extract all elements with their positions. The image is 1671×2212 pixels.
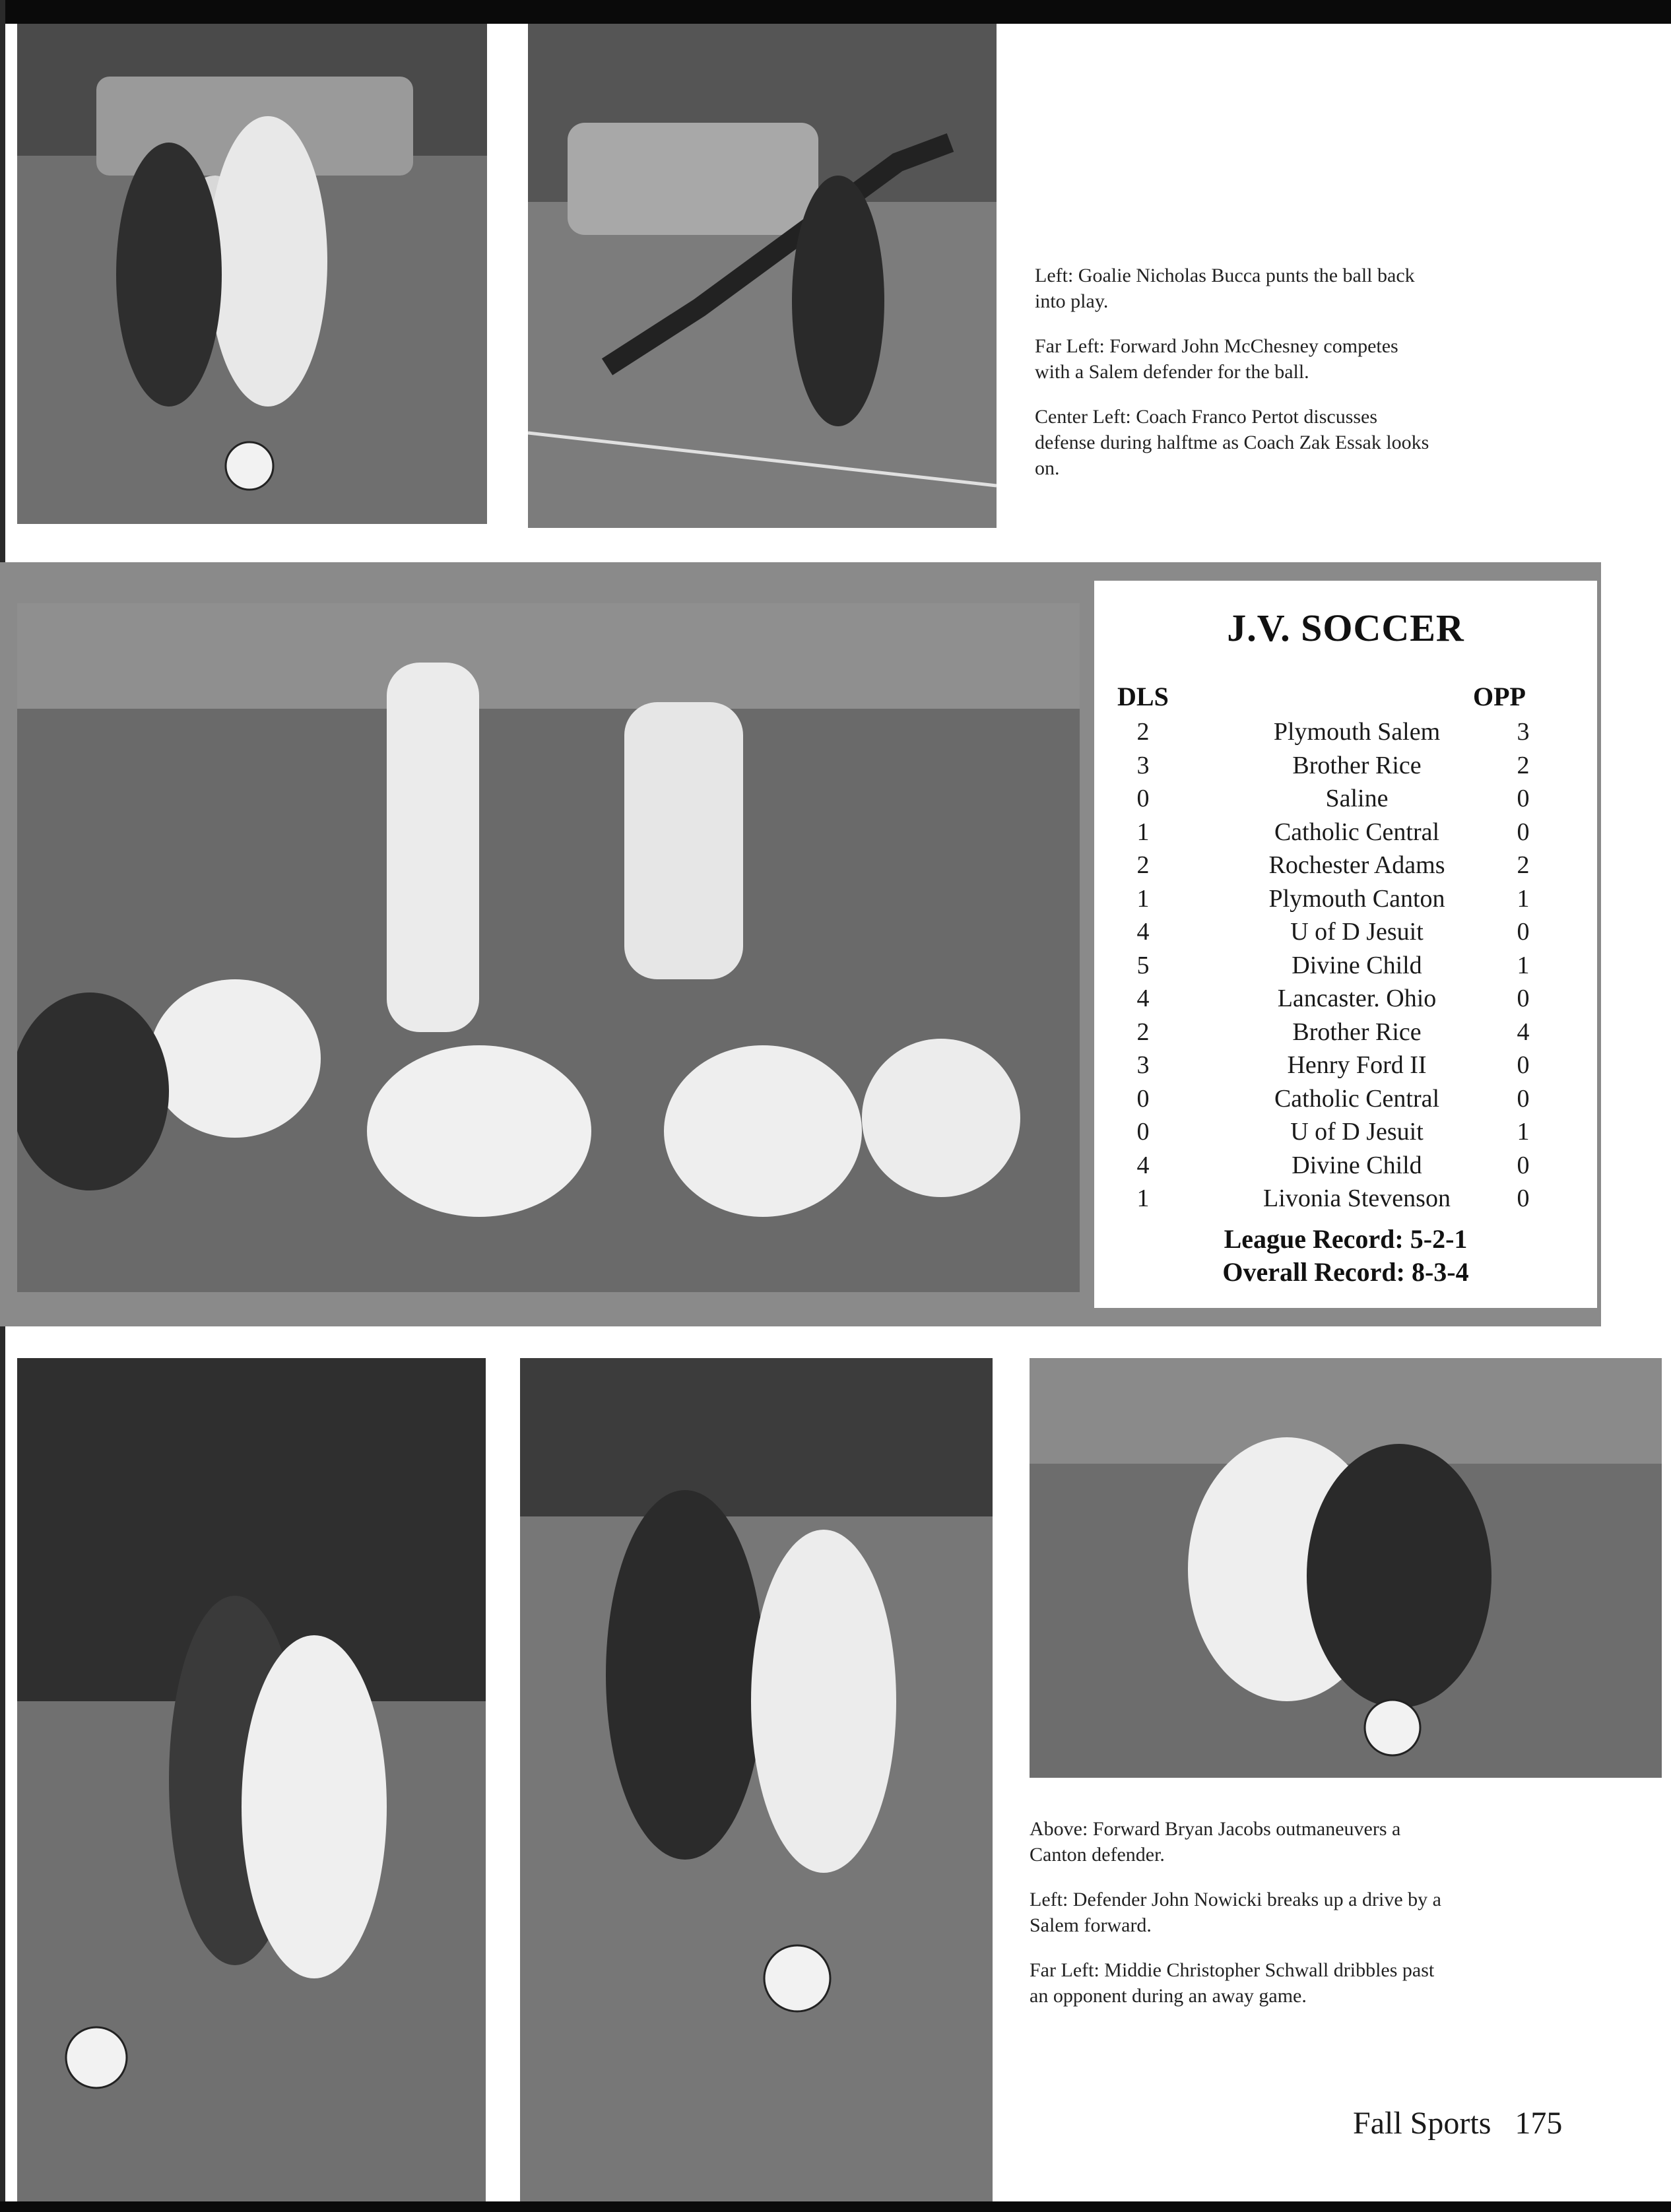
caption-coach-discusses: Center Left: Coach Franco Pertot discusses defense during halftme as Coach Zak Essak looks on. [1035,406,1429,479]
caption-middie-dribbles: Far Left: Middie Christopher Schwall dribbles past an opponent during an away game. [1030,1959,1435,2007]
opponent-name: Divine Child [1292,951,1422,979]
opp-score: 1 [1517,951,1530,979]
game-row [1094,782,1597,816]
caption-group-top [1035,263,1437,481]
dls-score: 0 [1136,785,1150,812]
opponent-name: U of D Jesuit [1290,918,1424,946]
opponent-name: Rochester Adams [1268,851,1445,879]
overall-record: Overall Record: 8-3-4 [1222,1257,1469,1287]
dls-score: 4 [1136,985,1150,1012]
page-footer [1353,2105,1562,2141]
dls-score: 2 [1136,718,1150,746]
opponent-name: Brother Rice [1292,751,1422,779]
dls-column-header: DLS [1117,682,1169,711]
game-row [1094,982,1597,1016]
opponent-name: Henry Ford II [1287,1051,1427,1079]
opp-score: 0 [1517,1151,1530,1179]
opponent-name: Plymouth Salem [1273,718,1441,746]
caption-forward-competes: Far Left: Forward John McChesney competes with a Salem defender for the ball. [1035,335,1398,383]
opponent-name: Plymouth Canton [1268,884,1445,913]
dls-score: 2 [1136,851,1150,879]
opp-score: 0 [1517,985,1530,1012]
league-record: League Record: 5-2-1 [1224,1224,1468,1254]
opp-score: 3 [1517,718,1530,746]
opponent-name: Catholic Central [1274,1084,1440,1113]
schedule-list [1094,715,1597,1216]
opponent-name: U of D Jesuit [1290,1118,1424,1146]
dls-score: 1 [1136,884,1150,913]
opp-score: 1 [1517,1118,1530,1146]
game-row [1094,749,1597,783]
opponent-name: Livonia Stevenson [1263,1185,1451,1212]
dls-score: 4 [1136,918,1150,946]
game-row [1094,882,1597,916]
caption-goalie-punt: Left: Goalie Nicholas Bucca punts the ball back into play. [1035,265,1415,312]
game-row [1094,1082,1597,1116]
opp-score: 0 [1517,1185,1530,1212]
schedule-title: J.V. SOCCER [1227,606,1464,649]
photo-forward-outmaneuvers [1030,1358,1662,1778]
opp-score: 0 [1517,1051,1530,1079]
dls-score: 3 [1136,751,1150,779]
dls-score: 1 [1136,1185,1150,1212]
dls-score: 2 [1136,1018,1150,1046]
dls-score: 3 [1136,1051,1150,1079]
dls-score: 0 [1136,1084,1150,1113]
opp-score: 1 [1517,884,1530,913]
opponent-name: Catholic Central [1274,818,1440,846]
game-row [1094,715,1597,749]
game-row [1094,1049,1597,1082]
game-row [1094,816,1597,849]
game-row [1094,1149,1597,1183]
dls-score: 0 [1136,1118,1150,1146]
opp-score: 0 [1517,918,1530,946]
opp-score: 0 [1517,1084,1530,1113]
opp-column-header: OPP [1473,682,1526,711]
game-row [1094,849,1597,882]
game-row [1094,915,1597,949]
opp-score: 0 [1517,785,1530,812]
game-row [1094,1182,1597,1216]
page-number: 175 [1515,2106,1563,2141]
dls-score: 1 [1136,818,1150,846]
opponent-name: Lancaster. Ohio [1277,985,1437,1012]
photo-goalie-punt [528,24,997,528]
game-row [1094,1016,1597,1049]
opp-score: 2 [1517,851,1530,879]
photo-players-contest-ball [17,24,487,524]
section-name: Fall Sports [1353,2106,1491,2141]
caption-forward-outmaneuvers: Above: Forward Bryan Jacobs outmaneuvers a Canton defender. [1030,1818,1401,1866]
dls-score: 4 [1136,1151,1150,1179]
caption-group-bottom [1030,1816,1445,2009]
game-row [1094,1115,1597,1149]
opp-score: 0 [1517,818,1530,846]
opponent-name: Brother Rice [1292,1018,1422,1046]
dls-score: 5 [1136,951,1150,979]
photo-defender-breaks-drive [520,1358,993,2209]
page-bottom-edge [0,2201,1671,2212]
opp-score: 4 [1517,1018,1530,1046]
caption-defender-breaks-drive: Left: Defender John Nowicki breaks up a drive by a Salem forward. [1030,1889,1441,1936]
photo-middie-dribbles [17,1358,486,2209]
photo-halftime-team-meeting [17,603,1080,1292]
opponent-name: Divine Child [1292,1151,1422,1179]
opp-score: 2 [1517,751,1530,779]
opponent-name: Saline [1325,785,1389,812]
game-row [1094,949,1597,983]
page-top-edge [0,0,1671,24]
